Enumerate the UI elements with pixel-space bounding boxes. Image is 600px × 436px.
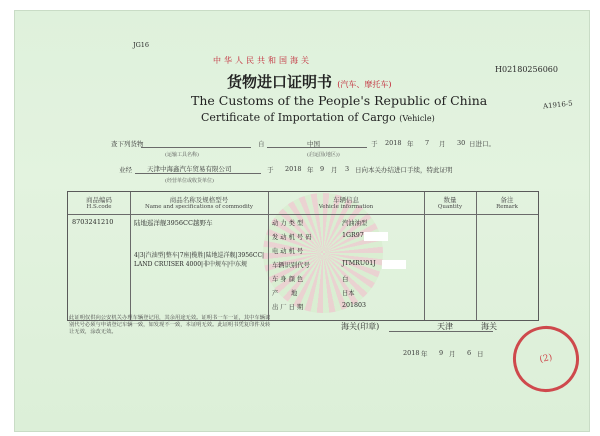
vehicle-row-label: 电 动 机 号: [272, 248, 304, 255]
redaction: [364, 232, 388, 241]
vehicle-row: [272, 246, 422, 260]
vehicle-row: [272, 218, 422, 232]
date-month-unit: 月: [449, 350, 456, 358]
col-divider-4: [476, 192, 477, 320]
vehicle-row-label: 发 动 机 号 码: [272, 234, 312, 241]
col-desc-en: Name and specifications of commodity: [144, 204, 254, 210]
footer-note: 此证明仅供向公安机关办理车辆登记用，其余用途无效。证明书一车一证，其中车辆识别代号必须与申请登记车辆一致，如发现不一致，本证明无效。此证明书凭复印件及转让无效，涂改无效。: [69, 315, 271, 336]
customs-underline: [389, 331, 493, 332]
goods-table: [67, 191, 539, 321]
handwritten-note: A1916-5: [542, 99, 574, 111]
line1-month-unit: 月: [439, 140, 446, 148]
line2-tail: 日向本关办结进口手续，特此证明: [355, 166, 453, 174]
line1-port: 自: [258, 140, 265, 148]
col-divider-1: [130, 192, 131, 320]
col-vehicle-cn: 车辆信息: [333, 196, 359, 204]
vehicle-row-label: 车 身 颜 色: [272, 276, 304, 283]
line1-day: 30: [457, 139, 466, 147]
vehicle-row-value: 201803: [342, 302, 367, 309]
title-en-2-main: Certificate of Importation of Cargo: [201, 111, 396, 124]
line1-sub-origin: (启运国(地区)): [307, 152, 340, 158]
title-cn: [227, 71, 392, 92]
certificate-paper: [14, 10, 590, 432]
col-hs-cn: 商品编码: [86, 196, 112, 204]
line2-year: 2018: [285, 165, 302, 173]
line2-company: 天津中海鑫汽车贸易有限公司: [147, 165, 232, 173]
line2-day: 3: [345, 165, 350, 173]
date-year: 2018: [403, 349, 420, 357]
vehicle-row: [272, 232, 422, 246]
customs-stamp: [507, 320, 585, 398]
desc-line1: 陆地巡洋舰3956CC越野车: [134, 219, 213, 227]
line2-prefix: 业经: [119, 166, 132, 174]
doc-number: H02180256060: [495, 65, 558, 74]
col-remark-en: Remark: [496, 204, 518, 210]
vehicle-row-value: JTMRU01J: [342, 260, 376, 267]
title-en-1: The Customs of the People's Republic of China: [191, 93, 488, 108]
title-cn-suffix: (汽车、摩托车): [337, 80, 392, 89]
customs-name: 天津: [437, 322, 453, 331]
vehicle-row-label: 出 厂 日 期: [272, 304, 304, 311]
desc-block: 4|3|汽油型|整车|7座|揽胜|陆地巡洋舰|3956CC|LAND CRUISER 4000|非中规车|中东规: [134, 252, 265, 268]
customs-suffix: 海关: [481, 322, 497, 331]
line2-month: 9: [320, 165, 325, 173]
line2-year-label: 于: [267, 166, 274, 174]
line1-tail: 日进口。: [469, 140, 495, 148]
line1-year-label: 于: [371, 140, 378, 148]
line1-month: 7: [425, 139, 430, 147]
line1-underline-2: [267, 147, 367, 148]
vehicle-row: [272, 274, 422, 288]
col-desc-cn: 商品名称及规格型号: [169, 196, 229, 204]
col-qty-en: Quantity: [437, 204, 463, 210]
line1-underline-1: [141, 147, 251, 148]
date-day: 6: [467, 349, 472, 357]
vehicle-info: [272, 218, 422, 316]
line1-country: 中国: [307, 140, 320, 148]
vehicle-row: [272, 288, 422, 302]
line2-year-unit: 年: [307, 166, 314, 174]
customs-label: 海关(印章): [341, 322, 380, 331]
redaction: [382, 260, 406, 269]
vehicle-row-value: 日本: [342, 290, 355, 297]
date-month: 9: [439, 349, 444, 357]
col-vehicle-en: Vehicle information: [318, 204, 374, 210]
title-cn-main: 货物进口证明书: [227, 73, 333, 91]
title-en-2-suffix: (Vehicle): [399, 114, 435, 123]
col-qty-cn: 数量: [443, 196, 457, 204]
header-cn: 中华人民共和国海关: [213, 56, 312, 65]
date-year-unit: 年: [421, 350, 428, 358]
vehicle-row-value: 白: [342, 276, 349, 283]
line1-prefix: 查下列货物: [111, 140, 144, 148]
vehicle-row: [272, 260, 422, 274]
col-remark-cn: 备注: [500, 196, 514, 204]
date-day-unit: 日: [477, 350, 484, 358]
line2-sub: (经营单位或收货单位): [165, 178, 214, 184]
line2-month-unit: 月: [331, 166, 338, 174]
vehicle-row-value: 1GR97: [342, 232, 364, 239]
col-hs-en: H.S.code: [86, 204, 112, 210]
vehicle-row-label: 动 力 类 型: [272, 220, 304, 227]
line1-year: 2018: [385, 139, 402, 147]
header-divider: [68, 214, 538, 215]
line1-year-unit: 年: [407, 140, 414, 148]
title-en-2: [201, 111, 435, 124]
line2-underline: [135, 173, 261, 174]
vehicle-row-label: 车辆识别代号: [272, 262, 310, 269]
col-divider-3: [424, 192, 425, 320]
vehicle-row: [272, 302, 422, 316]
stamp-text: (2): [538, 352, 554, 366]
col-divider-2: [268, 192, 269, 320]
line1-sub-transport: (运输工具名称): [165, 152, 199, 158]
vehicle-row-value: 汽油油型: [342, 220, 368, 227]
hs-code: 8703241210: [72, 218, 114, 226]
vehicle-row-label: 产 地: [272, 290, 298, 297]
form-code: JG16: [133, 41, 150, 49]
